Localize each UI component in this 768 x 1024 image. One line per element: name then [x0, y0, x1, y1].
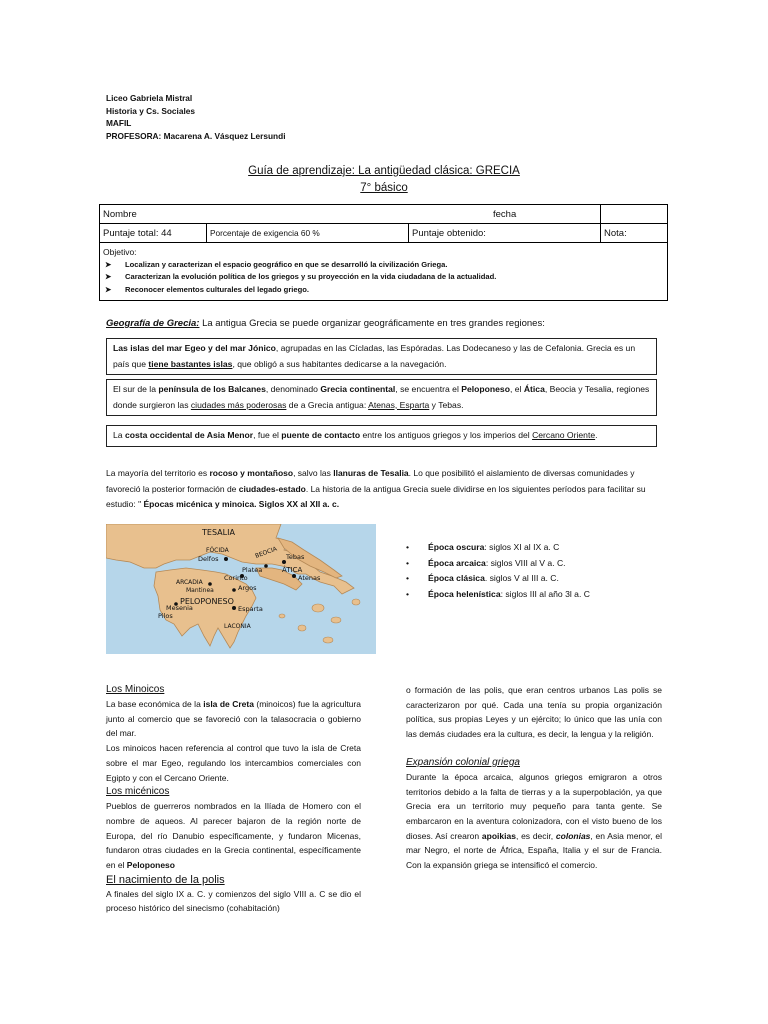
title-line-1: Guía de aprendizaje: La antigüedad clásica: GRECIA: [248, 165, 520, 177]
geography-heading: Geografía de Grecia:: [106, 318, 200, 329]
balkans-box: El sur de la península de los Balcanes, denominado Grecia continental, se encuentra el Peloponeso, el Ática, Beocia y Tesalia, regiones donde surgieron las ciudades más poderosas de a Grecia antigua: Atenas, Esparta y Tebas.: [106, 379, 657, 416]
map-label: TESALIA: [202, 528, 235, 537]
objectives-label: Objetivo:: [103, 247, 137, 257]
mycenaeans-paragraph: Pueblos de guerreros nombrados en la Ilíada de Homero con el nombre de aqueos. Al parecer bajaron de la región norte de Europa, del río Danubio específicamente, y fundaron Micenas, fundaron otras ciudades en la Grecia continental, específicamente en el Peloponeso: [106, 801, 361, 871]
school-header: [106, 92, 286, 142]
city-dot: [224, 557, 228, 561]
title-line-2: 7° básico: [360, 182, 408, 194]
info-table: [99, 204, 668, 301]
city-dot: [232, 588, 236, 592]
map-label: Delfos: [198, 555, 219, 563]
guide-title: [0, 163, 768, 197]
arrow-bullet-icon: ➤: [105, 272, 112, 281]
arrow-bullet-icon: ➤: [105, 284, 112, 294]
name-cell: [100, 205, 601, 224]
island-shape: [312, 604, 324, 612]
city-dot: [232, 606, 236, 610]
teacher: PROFESORA: Macarena A. Vásquez Lersundi: [106, 130, 286, 141]
geography-intro: [106, 318, 545, 329]
period-item: • Época helenística: siglos III al año 3l a. C: [406, 588, 590, 599]
geography-intro-text: La antigua Grecia se puede organizar geográficamente en tres grandes regiones:: [199, 318, 545, 329]
left-column: [106, 683, 361, 916]
objective-item: ➤ Reconocer elementos culturales del legado griego.: [103, 284, 664, 297]
map-label: Pilos: [158, 612, 173, 620]
period-item: • Época arcaica: siglos VIII al V a. C.: [406, 557, 566, 568]
location: MAFIL: [106, 118, 132, 128]
map-label: PELOPONESO: [180, 597, 234, 606]
period-item: • Época clásica. siglos V al III a. C.: [406, 573, 559, 583]
expansion-heading: Expansión colonial griega: [406, 756, 520, 768]
school-name: Liceo Gabriela Mistral: [106, 93, 193, 103]
total-score-cell: Puntaje total: 44: [100, 224, 207, 243]
map-label: Corinto: [224, 574, 248, 582]
island-shape: [331, 617, 341, 623]
asia-minor-box: La costa occidental de Asia Menor, fue el puente de contacto entre los antiguos griegos y los imperios del Cercano Oriente.: [106, 425, 657, 447]
map-label: Tebas: [286, 553, 305, 561]
map-label: Mantinea: [186, 587, 214, 594]
grade-cell: Nota:: [601, 224, 668, 243]
map-label: LACONIA: [224, 623, 251, 630]
percentage-cell: Porcentaje de exigencia 60 %: [207, 224, 409, 243]
minoans-paragraph-2: Los minoicos hacen referencia al control que tuvo la isla de Creta sobre el mar Egeo, regulando los intercambios comerciales con Egipto y con el Cercano Oriente.: [106, 743, 361, 783]
arrow-bullet-icon: ➤: [105, 259, 112, 269]
map-label: Esparta: [238, 605, 263, 613]
polis-paragraph: A finales del siglo IX a. C. y comienzos del siglo VIII a. C se dio el proceso histórico del sinecismo (cohabitación): [106, 888, 361, 914]
map-label: ARCADIA: [176, 579, 203, 586]
polis-continuation: o formación de las polis, que eran centros urbanos Las polis se caracterizaron por qué. Cada una tenía su propia organización política, sus propias Leyes y un ejército; lo único que las unía con las demás ciudades era la cultura, es decir, la lengua y la religión.: [406, 685, 662, 740]
map-label: Atenas: [298, 574, 321, 582]
island-shape: [352, 599, 360, 605]
islands-box: Las islas del mar Egeo y del mar Jónico, agrupadas en las Cícladas, las Espóradas. Las Dodecaneso y las de Cefalonia. Grecia es un país que tiene bastantes islas, que obligó a sus habitantes dedicarse a la navegación.: [106, 338, 657, 375]
expansion-paragraph: Durante la época arcaica, algunos griegos emigraron a otros territorios debido a la falta de tierras y a la superpoblación, ya que Grecia era un territorio muy pequeño para tanta gente. Se embarcaron en la aventura colonizadora, con el visto bueno de los dioses. Así crearon apoikias, es decir, colonias, en Asia menor, el mar Negro, el norte de África, España, Italia y el sur de Francia. Con la expansión griega se intensificó el comercio.: [406, 771, 662, 871]
map-label: Mesenia: [166, 604, 193, 612]
date-label: fecha: [493, 208, 517, 220]
obtained-score-cell: Puntaje obtenido:: [409, 224, 601, 243]
minoans-heading: Los Minoicos: [106, 684, 165, 695]
subject: Historia y Cs. Sociales: [106, 105, 196, 116]
mycenaeans-heading: Los micénicos: [106, 786, 170, 798]
city-dot: [264, 564, 268, 568]
map-label: ÁTICA: [282, 566, 303, 574]
periods-list: [400, 540, 590, 602]
minoans-paragraph-1: La base económica de la isla de Creta (minoicos) fue la agricultura junto al comercio que se favoreció con la talasocracia o gobierno del mar.: [106, 699, 361, 739]
map-label: Platea: [242, 566, 263, 574]
territory-paragraph: La mayoría del territorio es rocoso y montañoso, salvo las llanuras de Tesalia. Lo que posibilitó el aislamiento de diversas comunidades y favoreció la posterior formación de ciudades-estado. La historia de la antigua Grecia suele dividirse en los siguientes períodos para facilitar su estudio: " Épocas micénica y minoica. Siglos XX al XII a. c.: [106, 468, 646, 509]
greece-map: [106, 524, 376, 654]
objective-item: ➤ Caracterizan la evolución política de los griegos y su proyección en la vida ciudadana de la actualidad.: [103, 271, 664, 284]
map-label: FÓCIDA: [206, 547, 229, 554]
right-column: [406, 683, 662, 873]
city-dot: [208, 582, 212, 586]
island-shape: [279, 614, 285, 618]
map-label: Argos: [238, 584, 257, 592]
polis-heading: El nacimiento de la polis: [106, 873, 225, 886]
island-shape: [298, 625, 306, 631]
name-label: Nombre: [103, 208, 137, 220]
objectives-cell: [100, 243, 668, 301]
city-dot: [292, 574, 296, 578]
period-item: • Época oscura: siglos XI al IX a. C: [406, 542, 560, 552]
objective-item: ➤ Localizan y caracterizan el espacio geográfico en que se desarrolló la civilización Griega.: [103, 259, 664, 272]
map-label: BEOCIA: [254, 545, 279, 560]
island-shape: [323, 637, 333, 643]
